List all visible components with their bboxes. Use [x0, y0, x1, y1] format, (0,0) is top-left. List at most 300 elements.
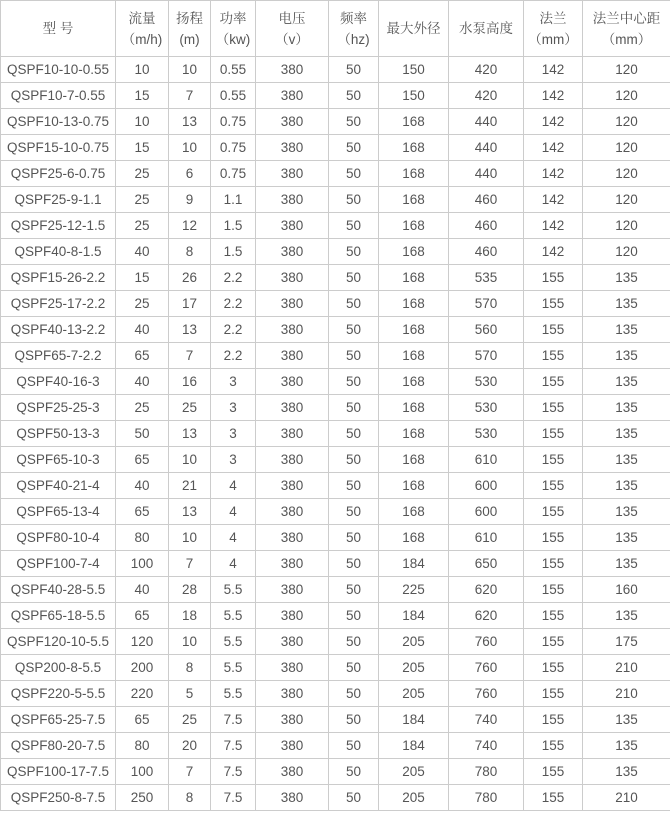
spec-cell: 7.5 [211, 707, 256, 733]
spec-cell: 120 [583, 213, 670, 239]
spec-cell: 142 [524, 109, 583, 135]
spec-cell: 168 [379, 447, 449, 473]
spec-cell: 155 [524, 447, 583, 473]
table-row [1, 785, 670, 811]
spec-cell: 65 [116, 499, 169, 525]
spec-cell: 50 [329, 473, 379, 499]
spec-cell: 50 [329, 551, 379, 577]
spec-cell: 155 [524, 577, 583, 603]
spec-cell: 380 [256, 525, 329, 551]
spec-cell: 1.5 [211, 213, 256, 239]
table-row [1, 629, 670, 655]
spec-cell: 380 [256, 603, 329, 629]
spec-cell: 135 [583, 265, 670, 291]
spec-cell: 650 [449, 551, 524, 577]
spec-cell: 50 [329, 317, 379, 343]
spec-cell: 7 [169, 343, 211, 369]
spec-cell: 168 [379, 265, 449, 291]
spec-cell: 7 [169, 551, 211, 577]
spec-cell: 220 [116, 681, 169, 707]
spec-cell: 5.5 [211, 577, 256, 603]
spec-cell: 380 [256, 759, 329, 785]
spec-cell: 50 [329, 629, 379, 655]
spec-cell: 570 [449, 343, 524, 369]
spec-cell: 40 [116, 239, 169, 265]
spec-cell: 380 [256, 161, 329, 187]
spec-cell: 120 [116, 629, 169, 655]
table-row [1, 239, 670, 265]
table-row [1, 369, 670, 395]
header-unit: （kw) [215, 31, 251, 47]
spec-cell: 142 [524, 83, 583, 109]
spec-cell: 8 [169, 785, 211, 811]
spec-cell: 380 [256, 343, 329, 369]
spec-cell: 50 [329, 57, 379, 83]
table-row [1, 317, 670, 343]
table-row [1, 759, 670, 785]
spec-cell: 380 [256, 135, 329, 161]
spec-cell: 120 [583, 161, 670, 187]
spec-cell: 50 [329, 265, 379, 291]
spec-cell: 380 [256, 499, 329, 525]
header-title: 流量 [128, 10, 156, 26]
spec-cell: 135 [583, 395, 670, 421]
header-unit: （v） [275, 31, 309, 47]
spec-cell: 142 [524, 161, 583, 187]
spec-cell: 380 [256, 187, 329, 213]
spec-cell: 460 [449, 239, 524, 265]
spec-cell: 740 [449, 707, 524, 733]
spec-cell: 2.2 [211, 291, 256, 317]
model-cell: QSPF25-6-0.75 [1, 161, 116, 187]
spec-cell: 168 [379, 213, 449, 239]
spec-cell: 420 [449, 83, 524, 109]
spec-cell: 380 [256, 421, 329, 447]
spec-cell: 380 [256, 551, 329, 577]
spec-cell: 155 [524, 603, 583, 629]
spec-cell: 50 [329, 395, 379, 421]
spec-cell: 380 [256, 629, 329, 655]
table-row [1, 447, 670, 473]
spec-cell: 25 [169, 395, 211, 421]
spec-cell: 155 [524, 395, 583, 421]
spec-cell: 1.5 [211, 239, 256, 265]
spec-cell: 205 [379, 759, 449, 785]
spec-cell: 250 [116, 785, 169, 811]
spec-cell: 0.75 [211, 161, 256, 187]
spec-cell: 780 [449, 759, 524, 785]
spec-cell: 205 [379, 785, 449, 811]
spec-cell: 155 [524, 785, 583, 811]
spec-cell: 780 [449, 785, 524, 811]
spec-cell: 28 [169, 577, 211, 603]
header-unit: （hz) [337, 31, 370, 47]
spec-cell: 620 [449, 577, 524, 603]
spec-cell: 168 [379, 525, 449, 551]
spec-cell: 168 [379, 239, 449, 265]
spec-cell: 120 [583, 135, 670, 161]
spec-cell: 155 [524, 759, 583, 785]
spec-cell: 440 [449, 109, 524, 135]
table-row [1, 161, 670, 187]
spec-cell: 168 [379, 109, 449, 135]
spec-cell: 13 [169, 499, 211, 525]
spec-cell: 380 [256, 317, 329, 343]
spec-cell: 380 [256, 655, 329, 681]
spec-cell: 10 [169, 447, 211, 473]
spec-cell: 620 [449, 603, 524, 629]
spec-cell: 7 [169, 83, 211, 109]
model-cell: QSPF10-7-0.55 [1, 83, 116, 109]
spec-cell: 65 [116, 343, 169, 369]
spec-cell: 2.2 [211, 265, 256, 291]
spec-cell: 50 [329, 239, 379, 265]
spec-cell: 740 [449, 733, 524, 759]
header-title: 法兰 [539, 10, 567, 26]
spec-cell: 168 [379, 343, 449, 369]
spec-cell: 380 [256, 577, 329, 603]
spec-cell: 50 [329, 109, 379, 135]
header-flow [116, 1, 169, 57]
spec-cell: 50 [329, 291, 379, 317]
model-cell: QSPF40-8-1.5 [1, 239, 116, 265]
spec-cell: 155 [524, 265, 583, 291]
spec-cell: 142 [524, 239, 583, 265]
spec-cell: 50 [329, 499, 379, 525]
spec-cell: 50 [329, 447, 379, 473]
model-cell: QSPF40-16-3 [1, 369, 116, 395]
spec-cell: 3 [211, 447, 256, 473]
spec-cell: 380 [256, 239, 329, 265]
spec-cell: 5.5 [211, 603, 256, 629]
model-cell: QSPF10-13-0.75 [1, 109, 116, 135]
spec-cell: 168 [379, 291, 449, 317]
spec-cell: 4 [211, 499, 256, 525]
header-flange [524, 1, 583, 57]
spec-cell: 380 [256, 291, 329, 317]
header-voltage [256, 1, 329, 57]
spec-cell: 50 [329, 733, 379, 759]
spec-cell: 25 [116, 395, 169, 421]
spec-cell: 168 [379, 395, 449, 421]
spec-cell: 50 [329, 525, 379, 551]
spec-cell: 155 [524, 473, 583, 499]
table-row [1, 655, 670, 681]
spec-cell: 168 [379, 187, 449, 213]
model-cell: QSPF100-7-4 [1, 551, 116, 577]
spec-cell: 18 [169, 603, 211, 629]
spec-cell: 50 [329, 369, 379, 395]
spec-cell: 0.55 [211, 57, 256, 83]
spec-cell: 380 [256, 707, 329, 733]
spec-cell: 80 [116, 733, 169, 759]
spec-cell: 0.55 [211, 83, 256, 109]
header-unit: （m/h) [121, 31, 163, 47]
table-row [1, 577, 670, 603]
spec-cell: 135 [583, 447, 670, 473]
header-title: 扬程 [176, 10, 203, 26]
spec-cell: 600 [449, 473, 524, 499]
header-title: 频率 [340, 10, 367, 26]
spec-cell: 210 [583, 681, 670, 707]
spec-cell: 155 [524, 317, 583, 343]
spec-cell: 40 [116, 317, 169, 343]
spec-cell: 142 [524, 187, 583, 213]
spec-cell: 184 [379, 733, 449, 759]
spec-cell: 760 [449, 655, 524, 681]
spec-cell: 380 [256, 473, 329, 499]
spec-cell: 380 [256, 369, 329, 395]
spec-cell: 13 [169, 421, 211, 447]
header-title: 水泵高度 [459, 21, 513, 36]
spec-cell: 8 [169, 655, 211, 681]
table-header [1, 1, 670, 57]
spec-cell: 168 [379, 135, 449, 161]
spec-cell: 20 [169, 733, 211, 759]
table-row [1, 213, 670, 239]
spec-cell: 168 [379, 473, 449, 499]
spec-cell: 380 [256, 265, 329, 291]
spec-cell: 380 [256, 681, 329, 707]
spec-cell: 184 [379, 707, 449, 733]
spec-cell: 155 [524, 707, 583, 733]
spec-cell: 380 [256, 213, 329, 239]
spec-cell: 155 [524, 421, 583, 447]
spec-cell: 168 [379, 421, 449, 447]
header-title: 最大外径 [386, 21, 441, 36]
header-title: 法兰中心距 [592, 10, 661, 26]
spec-cell: 7.5 [211, 733, 256, 759]
table-body [1, 57, 670, 811]
spec-cell: 50 [329, 343, 379, 369]
spec-cell: 155 [524, 291, 583, 317]
model-cell: QSPF80-10-4 [1, 525, 116, 551]
model-cell: QSPF65-18-5.5 [1, 603, 116, 629]
spec-cell: 210 [583, 655, 670, 681]
model-cell: QSPF40-13-2.2 [1, 317, 116, 343]
spec-cell: 50 [329, 135, 379, 161]
spec-cell: 6 [169, 161, 211, 187]
table-row [1, 395, 670, 421]
spec-cell: 80 [116, 525, 169, 551]
spec-cell: 120 [583, 57, 670, 83]
spec-cell: 50 [329, 655, 379, 681]
spec-cell: 380 [256, 57, 329, 83]
spec-cell: 4 [211, 525, 256, 551]
table-row [1, 421, 670, 447]
header-model [1, 1, 116, 57]
spec-cell: 50 [329, 187, 379, 213]
model-cell: QSPF25-9-1.1 [1, 187, 116, 213]
header-pump-height [449, 1, 524, 57]
spec-cell: 225 [379, 577, 449, 603]
table-row [1, 525, 670, 551]
spec-cell: 380 [256, 395, 329, 421]
spec-cell: 168 [379, 369, 449, 395]
spec-cell: 184 [379, 603, 449, 629]
spec-cell: 760 [449, 681, 524, 707]
spec-cell: 15 [116, 265, 169, 291]
spec-cell: 9 [169, 187, 211, 213]
spec-cell: 10 [169, 135, 211, 161]
spec-cell: 50 [329, 785, 379, 811]
spec-cell: 184 [379, 551, 449, 577]
spec-cell: 0.75 [211, 109, 256, 135]
table-row [1, 551, 670, 577]
model-cell: QSPF10-10-0.55 [1, 57, 116, 83]
model-cell: QSPF25-12-1.5 [1, 213, 116, 239]
spec-cell: 142 [524, 57, 583, 83]
spec-cell: 155 [524, 629, 583, 655]
table-row [1, 135, 670, 161]
spec-cell: 10 [169, 525, 211, 551]
spec-cell: 205 [379, 629, 449, 655]
spec-cell: 50 [116, 421, 169, 447]
table-row [1, 187, 670, 213]
table-row [1, 343, 670, 369]
header-power [211, 1, 256, 57]
spec-cell: 50 [329, 421, 379, 447]
spec-cell: 25 [116, 291, 169, 317]
model-cell: QSPF65-25-7.5 [1, 707, 116, 733]
header-unit: (m) [179, 31, 200, 47]
model-cell: QSPF15-10-0.75 [1, 135, 116, 161]
model-cell: QSPF65-7-2.2 [1, 343, 116, 369]
spec-cell: 10 [116, 57, 169, 83]
header-max-diameter [379, 1, 449, 57]
spec-cell: 50 [329, 681, 379, 707]
model-cell: QSPF80-20-7.5 [1, 733, 116, 759]
spec-cell: 135 [583, 317, 670, 343]
spec-cell: 5.5 [211, 629, 256, 655]
spec-cell: 155 [524, 525, 583, 551]
spec-cell: 1.1 [211, 187, 256, 213]
spec-cell: 155 [524, 655, 583, 681]
spec-cell: 25 [116, 187, 169, 213]
spec-cell: 150 [379, 83, 449, 109]
spec-cell: 65 [116, 447, 169, 473]
spec-cell: 25 [169, 707, 211, 733]
spec-cell: 460 [449, 213, 524, 239]
spec-cell: 135 [583, 499, 670, 525]
spec-cell: 440 [449, 161, 524, 187]
table-row [1, 265, 670, 291]
spec-cell: 25 [116, 213, 169, 239]
spec-cell: 155 [524, 369, 583, 395]
spec-cell: 160 [583, 577, 670, 603]
spec-cell: 200 [116, 655, 169, 681]
spec-cell: 10 [169, 629, 211, 655]
spec-cell: 560 [449, 317, 524, 343]
spec-cell: 3 [211, 421, 256, 447]
spec-cell: 135 [583, 291, 670, 317]
spec-cell: 21 [169, 473, 211, 499]
model-cell: QSPF65-10-3 [1, 447, 116, 473]
table-row [1, 473, 670, 499]
spec-cell: 610 [449, 525, 524, 551]
spec-cell: 205 [379, 681, 449, 707]
spec-cell: 380 [256, 733, 329, 759]
spec-cell: 135 [583, 525, 670, 551]
spec-cell: 142 [524, 135, 583, 161]
spec-cell: 16 [169, 369, 211, 395]
spec-cell: 3 [211, 395, 256, 421]
spec-cell: 135 [583, 603, 670, 629]
spec-cell: 460 [449, 187, 524, 213]
spec-cell: 135 [583, 421, 670, 447]
spec-cell: 205 [379, 655, 449, 681]
header-flange-center-distance [583, 1, 670, 57]
table-row [1, 603, 670, 629]
spec-cell: 50 [329, 707, 379, 733]
spec-cell: 50 [329, 83, 379, 109]
spec-cell: 26 [169, 265, 211, 291]
spec-cell: 2.2 [211, 317, 256, 343]
spec-cell: 135 [583, 707, 670, 733]
table-row [1, 681, 670, 707]
spec-cell: 155 [524, 681, 583, 707]
spec-cell: 4 [211, 473, 256, 499]
model-cell: QSPF15-26-2.2 [1, 265, 116, 291]
model-cell: QSPF25-25-3 [1, 395, 116, 421]
spec-cell: 380 [256, 447, 329, 473]
spec-cell: 7.5 [211, 785, 256, 811]
spec-cell: 530 [449, 421, 524, 447]
spec-cell: 530 [449, 395, 524, 421]
spec-cell: 380 [256, 83, 329, 109]
spec-cell: 168 [379, 317, 449, 343]
model-cell: QSPF100-17-7.5 [1, 759, 116, 785]
spec-cell: 65 [116, 603, 169, 629]
spec-cell: 210 [583, 785, 670, 811]
spec-cell: 25 [116, 161, 169, 187]
table-row [1, 291, 670, 317]
spec-cell: 15 [116, 135, 169, 161]
spec-cell: 13 [169, 317, 211, 343]
spec-cell: 530 [449, 369, 524, 395]
spec-cell: 50 [329, 603, 379, 629]
spec-cell: 3 [211, 369, 256, 395]
model-cell: QSPF40-28-5.5 [1, 577, 116, 603]
spec-cell: 0.75 [211, 135, 256, 161]
spec-cell: 40 [116, 473, 169, 499]
spec-cell: 13 [169, 109, 211, 135]
table-row [1, 499, 670, 525]
spec-cell: 5.5 [211, 681, 256, 707]
spec-cell: 8 [169, 239, 211, 265]
spec-cell: 7 [169, 759, 211, 785]
spec-cell: 100 [116, 759, 169, 785]
spec-cell: 50 [329, 161, 379, 187]
model-cell: QSPF120-10-5.5 [1, 629, 116, 655]
spec-cell: 17 [169, 291, 211, 317]
spec-cell: 155 [524, 551, 583, 577]
header-unit: （mm） [528, 31, 578, 47]
spec-cell: 15 [116, 83, 169, 109]
spec-cell: 570 [449, 291, 524, 317]
spec-cell: 600 [449, 499, 524, 525]
model-cell: QSPF65-13-4 [1, 499, 116, 525]
spec-cell: 50 [329, 213, 379, 239]
header-head [169, 1, 211, 57]
spec-cell: 155 [524, 343, 583, 369]
spec-cell: 50 [329, 577, 379, 603]
spec-cell: 610 [449, 447, 524, 473]
spec-cell: 7.5 [211, 759, 256, 785]
spec-cell: 40 [116, 577, 169, 603]
header-frequency [329, 1, 379, 57]
spec-cell: 120 [583, 109, 670, 135]
